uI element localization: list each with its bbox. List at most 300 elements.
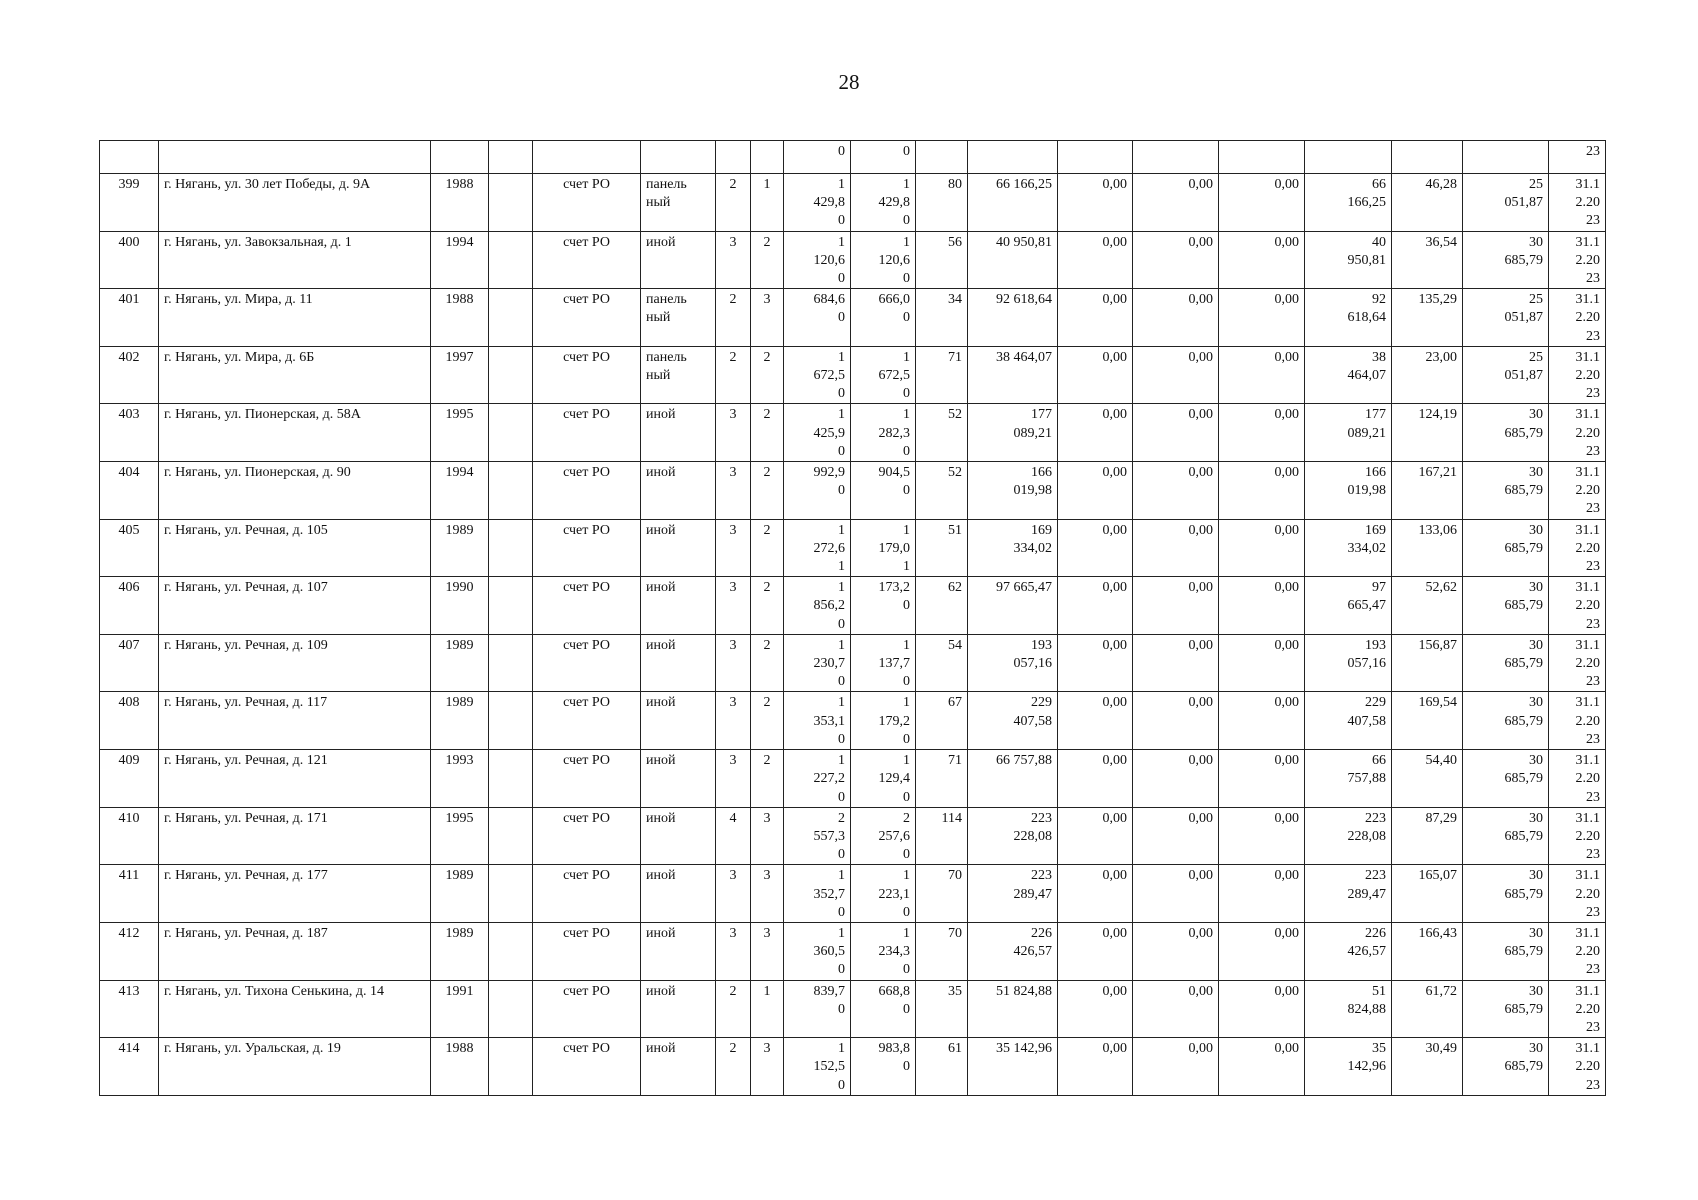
cell-text: 62 [948, 580, 962, 596]
cell-year-built [431, 980, 489, 1038]
cell-cost-federal [1058, 922, 1133, 980]
cell-col-empty [489, 922, 533, 980]
cell-wall-material [641, 346, 716, 404]
cell-entrances [751, 577, 784, 635]
cell-text: 30 685,79 [1504, 637, 1543, 672]
cell-cost-regional [1133, 922, 1219, 980]
cell-cost-owners [1305, 577, 1392, 635]
cell-cost-regional [1133, 231, 1219, 289]
cell-completion-date [1549, 1038, 1606, 1096]
cell-text: 3 [729, 925, 737, 941]
cell-wall-material [641, 634, 716, 692]
cell-entrances [751, 346, 784, 404]
cell-residents [916, 346, 968, 404]
cell-living-area [851, 750, 916, 808]
cell-cost-owners [1305, 519, 1392, 577]
cell-row-number [100, 1038, 159, 1096]
cell-text: 51 [948, 522, 962, 538]
cell-cost-federal [1058, 231, 1133, 289]
cell-text: 0,00 [1102, 925, 1127, 941]
cell-text: г. Нягань, ул. Речная, д. 171 [164, 810, 328, 826]
cell-residents [916, 462, 968, 520]
cell-text: 3 [729, 407, 737, 423]
cell-cost-owners [1305, 634, 1392, 692]
cell-max-cost-per-sqm [1463, 462, 1549, 520]
cell-completion-date [1549, 141, 1606, 174]
cell-floors [716, 807, 751, 865]
cell-text: 3 [729, 465, 737, 481]
cell-row-number [100, 750, 159, 808]
cell-text: 1 425,9 0 [813, 407, 845, 459]
cell-text: 92 618,64 [1347, 292, 1386, 326]
cell-max-cost-per-sqm [1463, 519, 1549, 577]
cell-text: 2 [763, 695, 771, 711]
cell-completion-date [1549, 577, 1606, 635]
cell-row-number [100, 634, 159, 692]
cell-text: 904,5 0 [878, 465, 910, 499]
cell-cost-per-sqm [1392, 634, 1463, 692]
cell-text: 66 166,25 [1347, 177, 1386, 211]
cell-text: 177 089,21 [1013, 407, 1052, 441]
cell-text: 2 [729, 1041, 737, 1057]
cell-text: 31.1 2.20 23 [1575, 177, 1600, 229]
cell-text: счет РО [563, 753, 610, 769]
cell-living-area [851, 807, 916, 865]
cell-text: 2 557,3 0 [813, 810, 845, 863]
cell-text: 31.1 2.20 23 [1575, 407, 1600, 459]
cell-total-area [784, 1038, 851, 1096]
cell-col-empty [489, 174, 533, 232]
cell-cost-local [1219, 634, 1305, 692]
cell-wall-material [641, 462, 716, 520]
cell-max-cost-per-sqm [1463, 1038, 1549, 1096]
cell-text: 0,00 [1188, 637, 1213, 653]
cell-text: иной [646, 810, 676, 826]
cell-text: иной [646, 695, 676, 711]
cell-row-number [100, 865, 159, 923]
cell-address [159, 807, 431, 865]
cell-text: иной [646, 868, 676, 884]
cell-text: 0 [838, 144, 845, 159]
cell-address [159, 865, 431, 923]
cell-living-area [851, 692, 916, 750]
cell-cost-regional [1133, 141, 1219, 174]
cell-residents [916, 1038, 968, 1096]
cell-entrances [751, 174, 784, 232]
cell-text: г. Нягань, ул. Речная, д. 187 [164, 925, 328, 941]
cell-living-area [851, 289, 916, 347]
cell-text: 124,19 [1418, 407, 1457, 423]
cell-year-built [431, 289, 489, 347]
cell-cost-federal [1058, 174, 1133, 232]
cell-wall-material [641, 577, 716, 635]
cell-col-empty [489, 807, 533, 865]
cell-year-built [431, 1038, 489, 1096]
cell-col-empty [489, 980, 533, 1038]
cell-text: 229 407,58 [1347, 695, 1386, 729]
cell-text: 34 [948, 292, 962, 308]
cell-max-cost-per-sqm [1463, 922, 1549, 980]
cell-cost-federal [1058, 404, 1133, 462]
cell-cost-owners [1305, 692, 1392, 750]
cell-living-area [851, 519, 916, 577]
cell-cost-owners [1305, 289, 1392, 347]
cell-address [159, 519, 431, 577]
cell-year-built [431, 922, 489, 980]
cell-total-area [784, 692, 851, 750]
cell-text: 0,00 [1102, 292, 1127, 308]
cell-completion-date [1549, 692, 1606, 750]
cell-residents [916, 922, 968, 980]
cell-cost-local [1219, 519, 1305, 577]
cell-cost-local [1219, 289, 1305, 347]
cell-row-number [100, 346, 159, 404]
cell-cost-per-sqm [1392, 922, 1463, 980]
cell-text: 31.1 2.20 23 [1575, 234, 1600, 287]
cell-text: 71 [948, 753, 962, 769]
cell-text: 684,6 0 [813, 292, 845, 326]
cell-text: 3 [763, 868, 771, 884]
cell-address [159, 1038, 431, 1096]
cell-fund-method [533, 577, 641, 635]
cell-cost-federal [1058, 750, 1133, 808]
cell-cost-local [1219, 141, 1305, 174]
cell-text: 4 [729, 810, 737, 826]
cell-text: 0,00 [1102, 234, 1127, 250]
cell-address [159, 980, 431, 1038]
cell-text: 1 353,1 0 [813, 695, 845, 747]
cell-text: 0,00 [1188, 753, 1213, 769]
cell-text: 1990 [445, 580, 474, 596]
cell-entrances [751, 634, 784, 692]
cell-floors [716, 577, 751, 635]
cell-text: 223 289,47 [1347, 868, 1386, 902]
cell-text: 1995 [445, 810, 474, 826]
cell-text: 408 [118, 695, 140, 711]
cell-total-area [784, 231, 851, 289]
cell-fund-method [533, 404, 641, 462]
cell-text: 0,00 [1188, 925, 1213, 941]
cell-living-area [851, 231, 916, 289]
cell-row-number [100, 289, 159, 347]
cell-text: 0,00 [1274, 234, 1299, 250]
cell-text: счет РО [563, 925, 610, 941]
cell-residents [916, 865, 968, 923]
cell-text: 0,00 [1274, 580, 1299, 596]
cell-cost-regional [1133, 577, 1219, 635]
cell-text: 1 360,5 0 [813, 925, 845, 978]
cell-text: 668,8 0 [878, 983, 910, 1017]
cell-text: 30 685,79 [1504, 234, 1543, 268]
cell-max-cost-per-sqm [1463, 750, 1549, 808]
cell-wall-material [641, 807, 716, 865]
cell-text: счет РО [563, 292, 610, 308]
cell-cost-federal [1058, 462, 1133, 520]
table-row [100, 519, 1606, 577]
cell-living-area [851, 980, 916, 1038]
cell-text: панель ный [646, 292, 687, 326]
cell-fund-method [533, 1038, 641, 1096]
cell-text: 97 665,47 [1347, 580, 1386, 614]
cell-text: 166,43 [1418, 925, 1457, 941]
cell-address [159, 346, 431, 404]
cell-text: 133,06 [1418, 522, 1457, 538]
cell-total-area [784, 289, 851, 347]
cell-residents [916, 577, 968, 635]
cell-cost-local [1219, 980, 1305, 1038]
cell-total-cost [968, 922, 1058, 980]
cell-cost-local [1219, 174, 1305, 232]
cell-entrances [751, 922, 784, 980]
cell-text: 31.1 2.20 23 [1575, 1041, 1600, 1093]
cell-text: 406 [118, 580, 140, 596]
cell-text: 1989 [445, 637, 474, 653]
cell-entrances [751, 865, 784, 923]
cell-text: 0,00 [1102, 349, 1127, 365]
cell-text: 156,87 [1418, 637, 1457, 653]
cell-living-area [851, 922, 916, 980]
cell-total-cost [968, 750, 1058, 808]
cell-text: 0,00 [1188, 407, 1213, 423]
cell-fund-method [533, 692, 641, 750]
cell-year-built [431, 692, 489, 750]
cell-entrances [751, 141, 784, 174]
cell-total-area [784, 346, 851, 404]
cell-cost-federal [1058, 807, 1133, 865]
cell-wall-material [641, 519, 716, 577]
cell-residents [916, 692, 968, 750]
cell-total-area [784, 519, 851, 577]
cell-text: 169,54 [1418, 695, 1457, 711]
cell-text: 167,21 [1418, 465, 1457, 481]
cell-wall-material [641, 922, 716, 980]
cell-cost-owners [1305, 922, 1392, 980]
cell-text: 3 [763, 810, 771, 826]
cell-total-cost [968, 807, 1058, 865]
cell-row-number [100, 807, 159, 865]
cell-cost-regional [1133, 174, 1219, 232]
cell-cost-local [1219, 807, 1305, 865]
cell-max-cost-per-sqm [1463, 577, 1549, 635]
cell-text: 0,00 [1102, 407, 1127, 423]
cell-wall-material [641, 865, 716, 923]
cell-cost-local [1219, 750, 1305, 808]
cell-text: 61 [948, 1041, 962, 1057]
cell-row-number [100, 519, 159, 577]
cell-total-cost [968, 980, 1058, 1038]
cell-living-area [851, 865, 916, 923]
cell-text: 1 179,0 1 [878, 522, 910, 575]
cell-text: иной [646, 522, 676, 538]
cell-text: 2 257,6 0 [878, 810, 910, 863]
cell-text: 1997 [445, 349, 474, 365]
cell-max-cost-per-sqm [1463, 289, 1549, 347]
cell-text: 35 142,96 [1347, 1041, 1386, 1075]
cell-entrances [751, 750, 784, 808]
cell-col-empty [489, 231, 533, 289]
cell-completion-date [1549, 750, 1606, 808]
cell-completion-date [1549, 289, 1606, 347]
cell-total-area [784, 404, 851, 462]
cell-residents [916, 980, 968, 1038]
cell-total-area [784, 141, 851, 174]
cell-floors [716, 865, 751, 923]
cell-floors [716, 634, 751, 692]
cell-text: счет РО [563, 637, 610, 653]
cell-total-cost [968, 1038, 1058, 1096]
cell-address [159, 922, 431, 980]
cell-text: 0,00 [1274, 925, 1299, 941]
cell-floors [716, 462, 751, 520]
cell-cost-local [1219, 1038, 1305, 1096]
cell-text: 31.1 2.20 23 [1575, 868, 1600, 920]
cell-text: панель ный [646, 177, 687, 211]
cell-completion-date [1549, 865, 1606, 923]
cell-text: счет РО [563, 695, 610, 711]
cell-text: 1994 [445, 465, 474, 481]
cell-address [159, 692, 431, 750]
cell-text: 52 [948, 407, 962, 423]
cell-entrances [751, 404, 784, 462]
cell-text: 1 429,8 0 [813, 177, 845, 229]
cell-fund-method [533, 141, 641, 174]
cell-text: 229 407,58 [1013, 695, 1052, 729]
cell-cost-federal [1058, 865, 1133, 923]
cell-text: 193 057,16 [1347, 637, 1386, 672]
cell-cost-regional [1133, 1038, 1219, 1096]
cell-text: 0,00 [1188, 465, 1213, 481]
cell-text: 177 089,21 [1347, 407, 1386, 441]
cell-text: 0,00 [1102, 522, 1127, 538]
cell-text: 1988 [445, 1041, 474, 1057]
cell-text: счет РО [563, 868, 610, 884]
cell-text: 1989 [445, 522, 474, 538]
cell-floors [716, 750, 751, 808]
cell-completion-date [1549, 404, 1606, 462]
cell-text: 0,00 [1188, 983, 1213, 999]
cell-residents [916, 807, 968, 865]
cell-cost-federal [1058, 141, 1133, 174]
cell-cost-regional [1133, 807, 1219, 865]
cell-cost-federal [1058, 577, 1133, 635]
cell-cost-federal [1058, 519, 1133, 577]
cell-text: 30 685,79 [1504, 810, 1543, 844]
cell-row-number [100, 231, 159, 289]
cell-text: 3 [763, 292, 771, 308]
cell-cost-federal [1058, 346, 1133, 404]
cell-max-cost-per-sqm [1463, 865, 1549, 923]
cell-year-built [431, 141, 489, 174]
table-row [100, 289, 1606, 347]
cell-text: 405 [118, 522, 140, 538]
cell-max-cost-per-sqm [1463, 404, 1549, 462]
cell-completion-date [1549, 807, 1606, 865]
housing-register-table [99, 140, 1606, 1096]
cell-text: 3 [729, 580, 737, 596]
cell-cost-federal [1058, 980, 1133, 1038]
cell-total-cost [968, 692, 1058, 750]
cell-text: счет РО [563, 580, 610, 596]
cell-text: 1 120,6 0 [878, 234, 910, 287]
cell-cost-per-sqm [1392, 404, 1463, 462]
cell-text: 1 352,7 0 [813, 868, 845, 920]
cell-row-number [100, 577, 159, 635]
cell-text: г. Нягань, ул. 30 лет Победы, д. 9А [164, 177, 371, 192]
cell-text: 2 [763, 753, 771, 769]
cell-total-cost [968, 141, 1058, 174]
cell-text: 54,40 [1425, 753, 1457, 769]
cell-text: 413 [118, 983, 140, 999]
table-row [100, 404, 1606, 462]
cell-text: 31.1 2.20 23 [1575, 983, 1600, 1035]
cell-text: 3 [729, 753, 737, 769]
cell-text: 223 228,08 [1347, 810, 1386, 844]
cell-total-cost [968, 462, 1058, 520]
cell-text: 92 618,64 [996, 292, 1052, 308]
cell-cost-owners [1305, 174, 1392, 232]
table-row [100, 865, 1606, 923]
cell-col-empty [489, 692, 533, 750]
cell-text: г. Нягань, ул. Завокзальная, д. 1 [164, 234, 352, 250]
cell-cost-per-sqm [1392, 462, 1463, 520]
cell-text: 40 950,81 [1347, 234, 1386, 268]
cell-row-number [100, 462, 159, 520]
cell-year-built [431, 231, 489, 289]
cell-cost-per-sqm [1392, 750, 1463, 808]
cell-text: 2 [729, 177, 737, 192]
cell-residents [916, 174, 968, 232]
cell-text: г. Нягань, ул. Мира, д. 11 [164, 292, 313, 308]
cell-text: 1989 [445, 695, 474, 711]
cell-year-built [431, 807, 489, 865]
cell-max-cost-per-sqm [1463, 231, 1549, 289]
cell-text: 30 685,79 [1504, 983, 1543, 1017]
cell-text: 40 950,81 [996, 234, 1052, 250]
cell-text: 0,00 [1188, 292, 1213, 308]
cell-cost-per-sqm [1392, 807, 1463, 865]
cell-text: счет РО [563, 465, 610, 481]
cell-text: 0,00 [1188, 1041, 1213, 1057]
cell-col-empty [489, 404, 533, 462]
cell-text: 25 051,87 [1504, 349, 1543, 384]
cell-text: 412 [118, 925, 140, 941]
cell-year-built [431, 174, 489, 232]
cell-cost-owners [1305, 980, 1392, 1038]
cell-total-cost [968, 174, 1058, 232]
cell-completion-date [1549, 231, 1606, 289]
cell-text: 35 [948, 983, 962, 999]
cell-text: г. Нягань, ул. Пионерская, д. 58А [164, 407, 361, 423]
cell-cost-per-sqm [1392, 577, 1463, 635]
cell-max-cost-per-sqm [1463, 634, 1549, 692]
cell-wall-material [641, 750, 716, 808]
cell-text: 51 824,88 [996, 983, 1052, 999]
cell-fund-method [533, 980, 641, 1038]
cell-text: 31.1 2.20 23 [1575, 522, 1600, 575]
cell-cost-per-sqm [1392, 231, 1463, 289]
cell-cost-regional [1133, 346, 1219, 404]
cell-text: 30 685,79 [1504, 753, 1543, 787]
cell-text: 0,00 [1102, 1041, 1127, 1057]
cell-text: 0,00 [1102, 465, 1127, 481]
cell-text: 1989 [445, 925, 474, 941]
cell-text: 30 685,79 [1504, 1041, 1543, 1075]
cell-text: 30,49 [1425, 1041, 1457, 1057]
cell-col-empty [489, 865, 533, 923]
table-row [100, 634, 1606, 692]
cell-cost-regional [1133, 865, 1219, 923]
cell-cost-local [1219, 692, 1305, 750]
